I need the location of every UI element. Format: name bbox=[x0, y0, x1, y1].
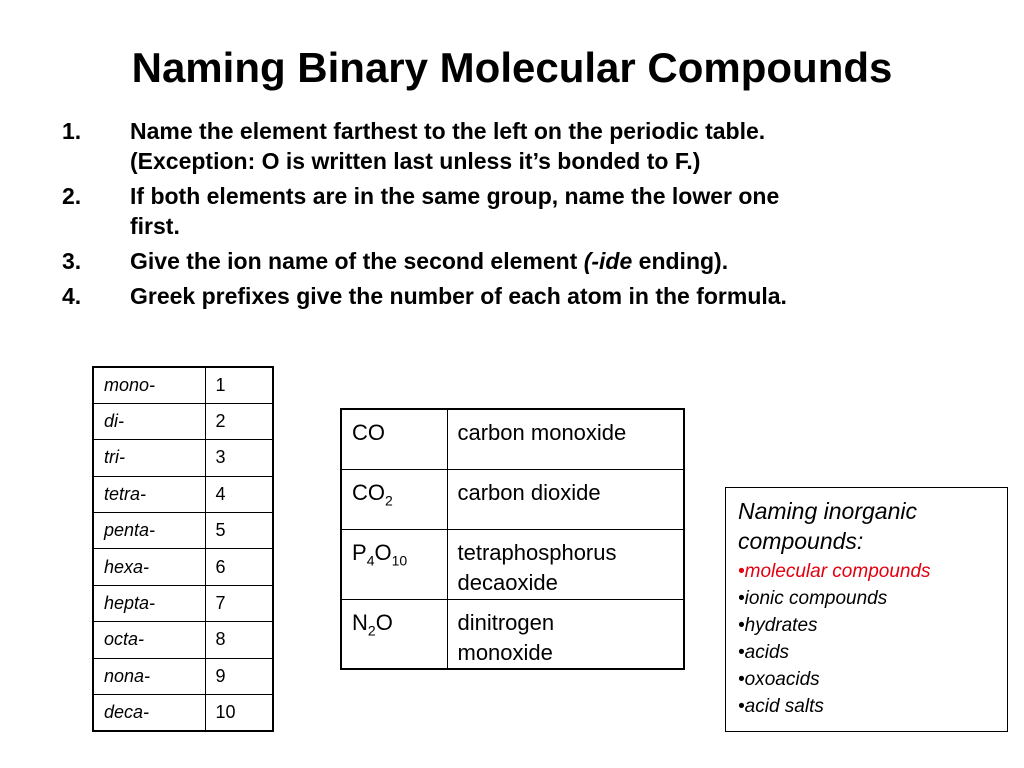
rule-item-4 bbox=[62, 281, 982, 311]
rule-text bbox=[130, 246, 982, 276]
formula-cell bbox=[341, 469, 447, 529]
prefix-cell: nona- bbox=[93, 658, 205, 694]
prefix-cell: octa- bbox=[93, 622, 205, 658]
formula-symbol: O bbox=[374, 539, 392, 565]
compound-type-label: oxoacids bbox=[744, 669, 820, 690]
prefix-number-cell: 8 bbox=[205, 622, 273, 658]
rule-item-3 bbox=[62, 246, 982, 276]
rule-line: first. bbox=[130, 213, 180, 239]
compound-name-cell bbox=[447, 469, 684, 529]
bullet-icon: • bbox=[738, 669, 745, 690]
rule-number: 3. bbox=[62, 248, 82, 274]
bullet-icon: • bbox=[738, 642, 745, 663]
rule-item-2 bbox=[62, 181, 982, 241]
compound-name-cell bbox=[447, 529, 684, 599]
rule-text bbox=[130, 116, 982, 176]
prefix-row bbox=[93, 658, 273, 694]
prefix-cell: tetra- bbox=[93, 476, 205, 512]
prefix-number-cell: 5 bbox=[205, 513, 273, 549]
example-row bbox=[341, 469, 684, 529]
prefix-cell: hepta- bbox=[93, 585, 205, 621]
rule-number: 4. bbox=[62, 283, 82, 309]
prefix-cell: mono- bbox=[93, 367, 205, 403]
compound-type-label: molecular compounds bbox=[744, 561, 931, 582]
prefix-number-cell: 6 bbox=[205, 549, 273, 585]
rule-text-part: Give the ion name of the second element bbox=[130, 248, 584, 274]
prefix-cell: di- bbox=[93, 403, 205, 439]
rule-line: Greek prefixes give the number of each atom in the formula. bbox=[130, 283, 787, 309]
formula-symbol: O bbox=[375, 609, 393, 635]
prefix-table-body bbox=[93, 367, 273, 731]
rules-list bbox=[62, 116, 982, 316]
heading-line: Naming inorganic bbox=[738, 498, 917, 524]
bullet-icon: • bbox=[738, 561, 745, 582]
prefix-cell: tri- bbox=[93, 440, 205, 476]
heading-line: compounds: bbox=[738, 528, 864, 554]
compound-type-item bbox=[738, 639, 995, 666]
formula-subscript: 4 bbox=[366, 551, 375, 568]
rule-number: 1. bbox=[62, 118, 82, 144]
compound-type-label: ionic compounds bbox=[744, 588, 888, 609]
prefix-row bbox=[93, 403, 273, 439]
compound-name-line: dinitrogen bbox=[457, 609, 555, 635]
prefix-number-cell: 9 bbox=[205, 658, 273, 694]
naming-inorganic-box bbox=[725, 487, 1008, 732]
compound-type-item bbox=[738, 612, 995, 639]
rule-number: 2. bbox=[62, 183, 82, 209]
compound-type-item bbox=[738, 666, 995, 693]
compound-type-label: hydrates bbox=[744, 615, 818, 636]
example-row bbox=[341, 529, 684, 599]
prefix-row bbox=[93, 367, 273, 403]
rule-text bbox=[130, 281, 982, 311]
formula-symbol: CO bbox=[352, 479, 385, 505]
prefix-number-cell: 4 bbox=[205, 476, 273, 512]
formula-symbol: N bbox=[352, 609, 368, 635]
prefix-row bbox=[93, 549, 273, 585]
compound-name-cell bbox=[447, 599, 684, 669]
formula-subscript: 2 bbox=[385, 491, 393, 508]
rule-item-1 bbox=[62, 116, 982, 176]
compound-name-cell bbox=[447, 409, 684, 469]
prefix-number-cell: 3 bbox=[205, 440, 273, 476]
compound-type-label: acid salts bbox=[744, 696, 824, 717]
bullet-icon: • bbox=[738, 588, 745, 609]
compound-name-line: monoxide bbox=[457, 639, 553, 665]
prefix-cell: deca- bbox=[93, 695, 205, 731]
formula-symbol: P bbox=[352, 539, 367, 565]
prefix-row bbox=[93, 585, 273, 621]
example-compounds-table bbox=[340, 408, 685, 670]
info-box-heading bbox=[738, 496, 995, 556]
rule-text-italic: (-ide bbox=[583, 248, 633, 274]
compound-name-line: carbon monoxide bbox=[457, 420, 627, 445]
compound-name-line: tetraphosphorus bbox=[457, 539, 617, 565]
prefix-cell: hexa- bbox=[93, 549, 205, 585]
formula-symbol: CO bbox=[352, 420, 385, 445]
rule-text bbox=[130, 181, 982, 241]
example-row bbox=[341, 409, 684, 469]
rule-line: If both elements are in the same group, name the lower one bbox=[130, 183, 780, 209]
compound-type-item bbox=[738, 558, 995, 585]
rule-text-part: ending). bbox=[632, 248, 729, 274]
prefix-number-cell: 1 bbox=[205, 367, 273, 403]
compound-type-item bbox=[738, 585, 995, 612]
bullet-icon: • bbox=[738, 615, 745, 636]
compound-name-line: carbon dioxide bbox=[457, 479, 601, 505]
prefix-row bbox=[93, 622, 273, 658]
rule-line: Name the element farthest to the left on the periodic table. bbox=[130, 118, 766, 144]
rule-line: (Exception: O is written last unless it’s bonded to F.) bbox=[130, 148, 701, 174]
compound-name-line: decaoxide bbox=[457, 569, 558, 595]
formula-cell bbox=[341, 409, 447, 469]
prefix-cell: penta- bbox=[93, 513, 205, 549]
example-table-body bbox=[341, 409, 684, 669]
prefix-row bbox=[93, 476, 273, 512]
formula-subscript: 10 bbox=[391, 551, 408, 568]
prefix-row bbox=[93, 695, 273, 731]
prefix-row bbox=[93, 440, 273, 476]
prefix-number-cell: 7 bbox=[205, 585, 273, 621]
prefix-number-cell: 10 bbox=[205, 695, 273, 731]
bullet-icon: • bbox=[738, 696, 745, 717]
example-row bbox=[341, 599, 684, 669]
prefix-row bbox=[93, 513, 273, 549]
compound-type-label: acids bbox=[744, 642, 790, 663]
compound-type-item bbox=[738, 693, 995, 720]
formula-cell bbox=[341, 599, 447, 669]
compound-type-list bbox=[738, 558, 995, 720]
formula-cell bbox=[341, 529, 447, 599]
formula-subscript: 2 bbox=[367, 621, 376, 638]
page-title: Naming Binary Molecular Compounds bbox=[131, 44, 893, 91]
prefix-number-cell: 2 bbox=[205, 403, 273, 439]
greek-prefix-table bbox=[92, 366, 274, 732]
